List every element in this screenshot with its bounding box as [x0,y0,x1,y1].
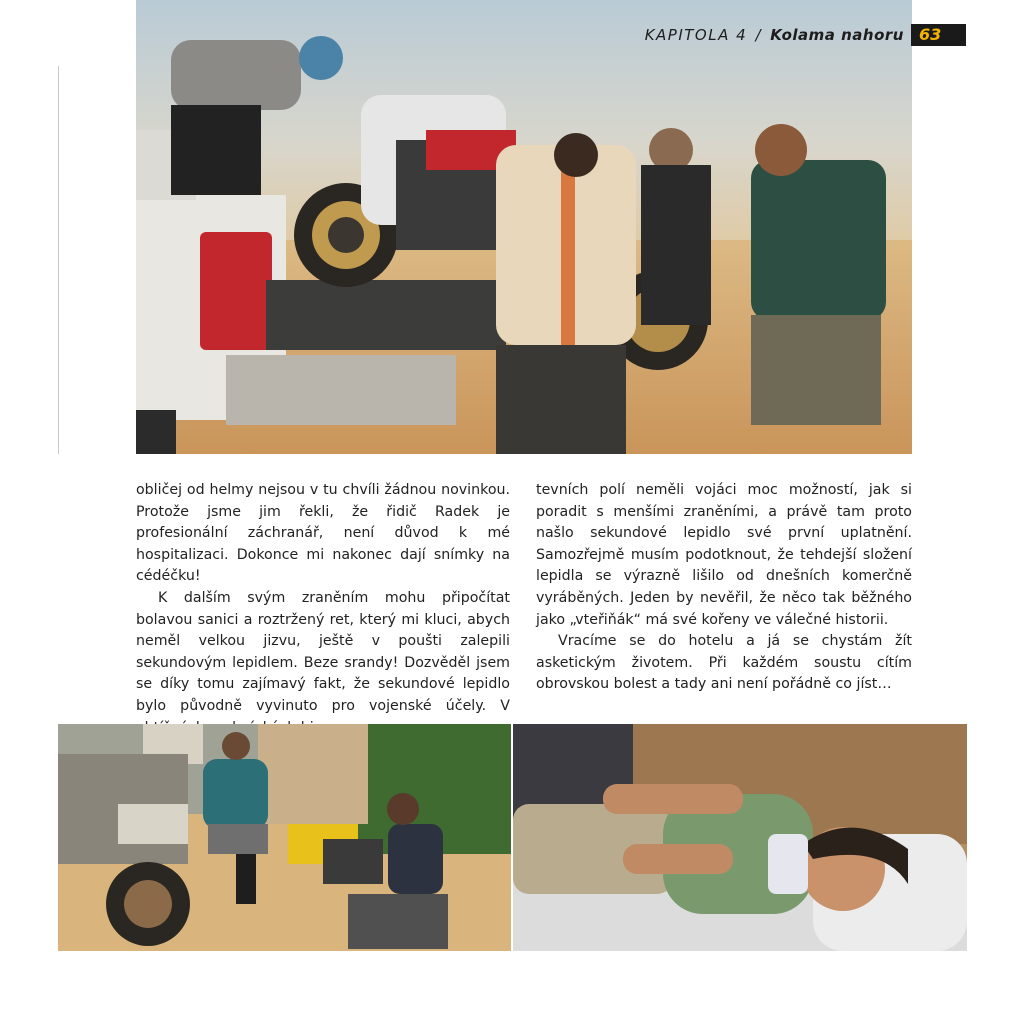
margin-rule [58,66,59,454]
paragraph: obličej od helmy nejsou v tu chvíli žádnou novinkou. Protože jsme jim řekli, že řidič Radek je profesionální záchranář, není důvod k mé hospitalizaci. Dokonce mi nakonec dají snímky na cédéčku! [136,482,510,585]
text-column-right [536,480,912,696]
photo-loading-motorcycle-onto-pickup-icon [136,0,912,454]
chapter-title: Kolama nahoru [770,26,904,44]
chapter-heading [645,26,904,44]
page-number: 63 [911,24,966,46]
bottom-right-photo [513,724,967,951]
photo-men-sitting-by-motorcycle-icon [58,724,511,951]
chapter-label: KAPITOLA 4 [644,26,748,44]
paragraph: K dalším svým zraněním mohu připočítat bolavou sanici a roztržený ret, který mi kluci, abych neměl velkou jizvu, ještě v poušti zalepili sekundovým lepidlem. Beze srandy! Dozvěděl jsem se díky tomu zajímavý fakt, že sekundové lepidlo bylo původně vyvinuto pro vojenské účely. V [136,589,510,714]
chapter-header [600,24,966,46]
paragraph: tevních polí neměli vojáci moc možností, jak si poradit s menšími zraněními, a právě tam proto našlo sekundové lepidlo své první uplatnění. Samozřejmě musím podotknout, že tehdejší složení lepidla se výrazně lišilo od dnešních komerčně vyráběných. Jeden by nevěřil, že něco tak běžného jako „vteřiňák“ má své kořeny ve válečné historii. [536,482,912,628]
photo-man-lying-in-bed-icon [513,724,967,951]
chapter-separator: / [755,26,762,44]
text-column-left [136,480,510,739]
bottom-left-photo [58,724,511,951]
top-photo [136,0,912,454]
paragraph: Vracíme se do hotelu a já se chystám žít asketickým životem. Při každém soustu cítím obrovskou bolest a tady ani není pořádně co jíst… [536,633,912,693]
